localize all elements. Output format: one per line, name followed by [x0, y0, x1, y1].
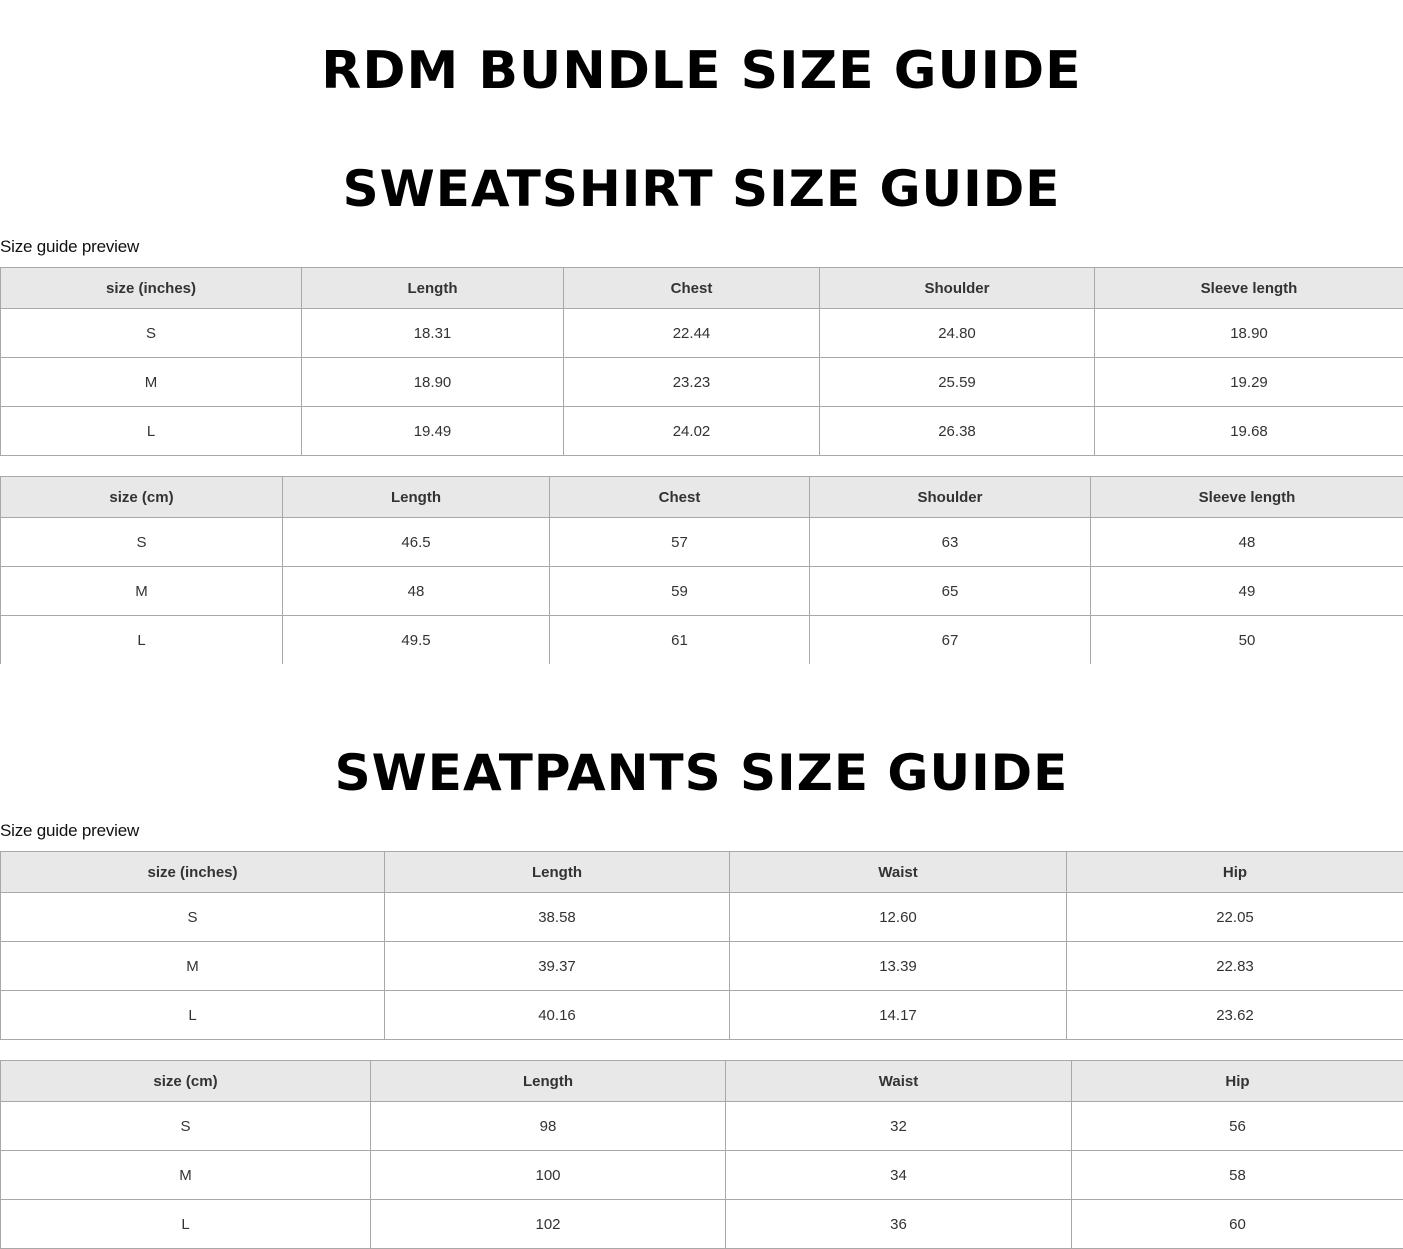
- table-cell: 46.5: [283, 518, 550, 567]
- table-cell: 18.90: [302, 358, 564, 407]
- table-row: [1, 942, 1403, 991]
- table-cell: M: [1, 1151, 371, 1200]
- sweatshirt-heading: SWEATSHIRT SIZE GUIDE: [342, 160, 1061, 218]
- table-cell: S: [1, 309, 302, 358]
- header-length: Length: [283, 477, 550, 518]
- header-size: size (inches): [1, 852, 385, 893]
- table-cell: 24.02: [564, 407, 820, 456]
- header-waist: Waist: [730, 852, 1067, 893]
- table-header-row: [1, 477, 1403, 518]
- table-row: [1, 616, 1403, 665]
- table-cell: M: [1, 942, 385, 991]
- table-cell: 39.37: [385, 942, 730, 991]
- table-cell: 18.31: [302, 309, 564, 358]
- table-cell: M: [1, 358, 302, 407]
- table-header-row: [1, 268, 1403, 309]
- table-row: [1, 358, 1403, 407]
- table-cell: S: [1, 1102, 371, 1151]
- table-cell: L: [1, 1200, 371, 1249]
- sweatpants-heading: SWEATPANTS SIZE GUIDE: [334, 744, 1069, 802]
- header-waist: Waist: [726, 1061, 1072, 1102]
- table-cell: 32: [726, 1102, 1072, 1151]
- table-row: [1, 309, 1403, 358]
- table-row: [1, 518, 1403, 567]
- table-cell: 12.60: [730, 893, 1067, 942]
- table-cell: 25.59: [820, 358, 1095, 407]
- table-cell: 14.17: [730, 991, 1067, 1040]
- table-cell: S: [1, 893, 385, 942]
- table-cell: 63: [810, 518, 1091, 567]
- sweatshirt-cm-table: [0, 476, 1403, 664]
- table-cell: 98: [371, 1102, 726, 1151]
- page-title: RDM BUNDLE SIZE GUIDE: [321, 41, 1082, 101]
- header-length: Length: [302, 268, 564, 309]
- table-cell: 61: [550, 616, 810, 665]
- sweatpants-cm-table: [0, 1060, 1403, 1249]
- table-cell: S: [1, 518, 283, 567]
- table-cell: 40.16: [385, 991, 730, 1040]
- header-hip: Hip: [1072, 1061, 1403, 1102]
- header-size: size (cm): [1, 1061, 371, 1102]
- table-cell: M: [1, 567, 283, 616]
- table-header-row: [1, 1061, 1403, 1102]
- table-cell: 49.5: [283, 616, 550, 665]
- table-cell: 36: [726, 1200, 1072, 1249]
- table-cell: 22.83: [1067, 942, 1403, 991]
- table-cell: 49: [1091, 567, 1403, 616]
- table-cell: 50: [1091, 616, 1403, 665]
- table-cell: 48: [1091, 518, 1403, 567]
- table-cell: 19.49: [302, 407, 564, 456]
- header-hip: Hip: [1067, 852, 1403, 893]
- table-row: [1, 893, 1403, 942]
- header-shoulder: Shoulder: [810, 477, 1091, 518]
- header-sleeve-length: Sleeve length: [1091, 477, 1403, 518]
- table-cell: 23.62: [1067, 991, 1403, 1040]
- table-cell: 24.80: [820, 309, 1095, 358]
- table-header-row: [1, 852, 1403, 893]
- header-length: Length: [385, 852, 730, 893]
- table-cell: 19.68: [1095, 407, 1403, 456]
- table-cell: 57: [550, 518, 810, 567]
- header-size: size (inches): [1, 268, 302, 309]
- sweatpants-inches-table: [0, 851, 1403, 1040]
- table-cell: 59: [550, 567, 810, 616]
- table-cell: 65: [810, 567, 1091, 616]
- table-row: [1, 1102, 1403, 1151]
- table-cell: 23.23: [564, 358, 820, 407]
- header-chest: Chest: [564, 268, 820, 309]
- table-cell: 22.44: [564, 309, 820, 358]
- header-sleeve-length: Sleeve length: [1095, 268, 1403, 309]
- table-cell: 26.38: [820, 407, 1095, 456]
- header-size: size (cm): [1, 477, 283, 518]
- sweatpants-caption: Size guide preview: [0, 821, 140, 840]
- table-cell: 13.39: [730, 942, 1067, 991]
- table-cell: 102: [371, 1200, 726, 1249]
- table-cell: 100: [371, 1151, 726, 1200]
- table-cell: 22.05: [1067, 893, 1403, 942]
- table-cell: 67: [810, 616, 1091, 665]
- table-cell: L: [1, 616, 283, 665]
- sweatshirt-inches-table: [0, 267, 1403, 456]
- table-row: [1, 407, 1403, 456]
- table-row: [1, 1200, 1403, 1249]
- header-chest: Chest: [550, 477, 810, 518]
- header-shoulder: Shoulder: [820, 268, 1095, 309]
- table-cell: 38.58: [385, 893, 730, 942]
- table-row: [1, 1151, 1403, 1200]
- table-cell: 19.29: [1095, 358, 1403, 407]
- table-cell: 58: [1072, 1151, 1403, 1200]
- table-cell: 60: [1072, 1200, 1403, 1249]
- table-cell: 34: [726, 1151, 1072, 1200]
- table-cell: L: [1, 991, 385, 1040]
- table-row: [1, 991, 1403, 1040]
- table-cell: L: [1, 407, 302, 456]
- sweatshirt-caption: Size guide preview: [0, 237, 140, 256]
- table-cell: 48: [283, 567, 550, 616]
- header-length: Length: [371, 1061, 726, 1102]
- table-cell: 56: [1072, 1102, 1403, 1151]
- table-row: [1, 567, 1403, 616]
- table-cell: 18.90: [1095, 309, 1403, 358]
